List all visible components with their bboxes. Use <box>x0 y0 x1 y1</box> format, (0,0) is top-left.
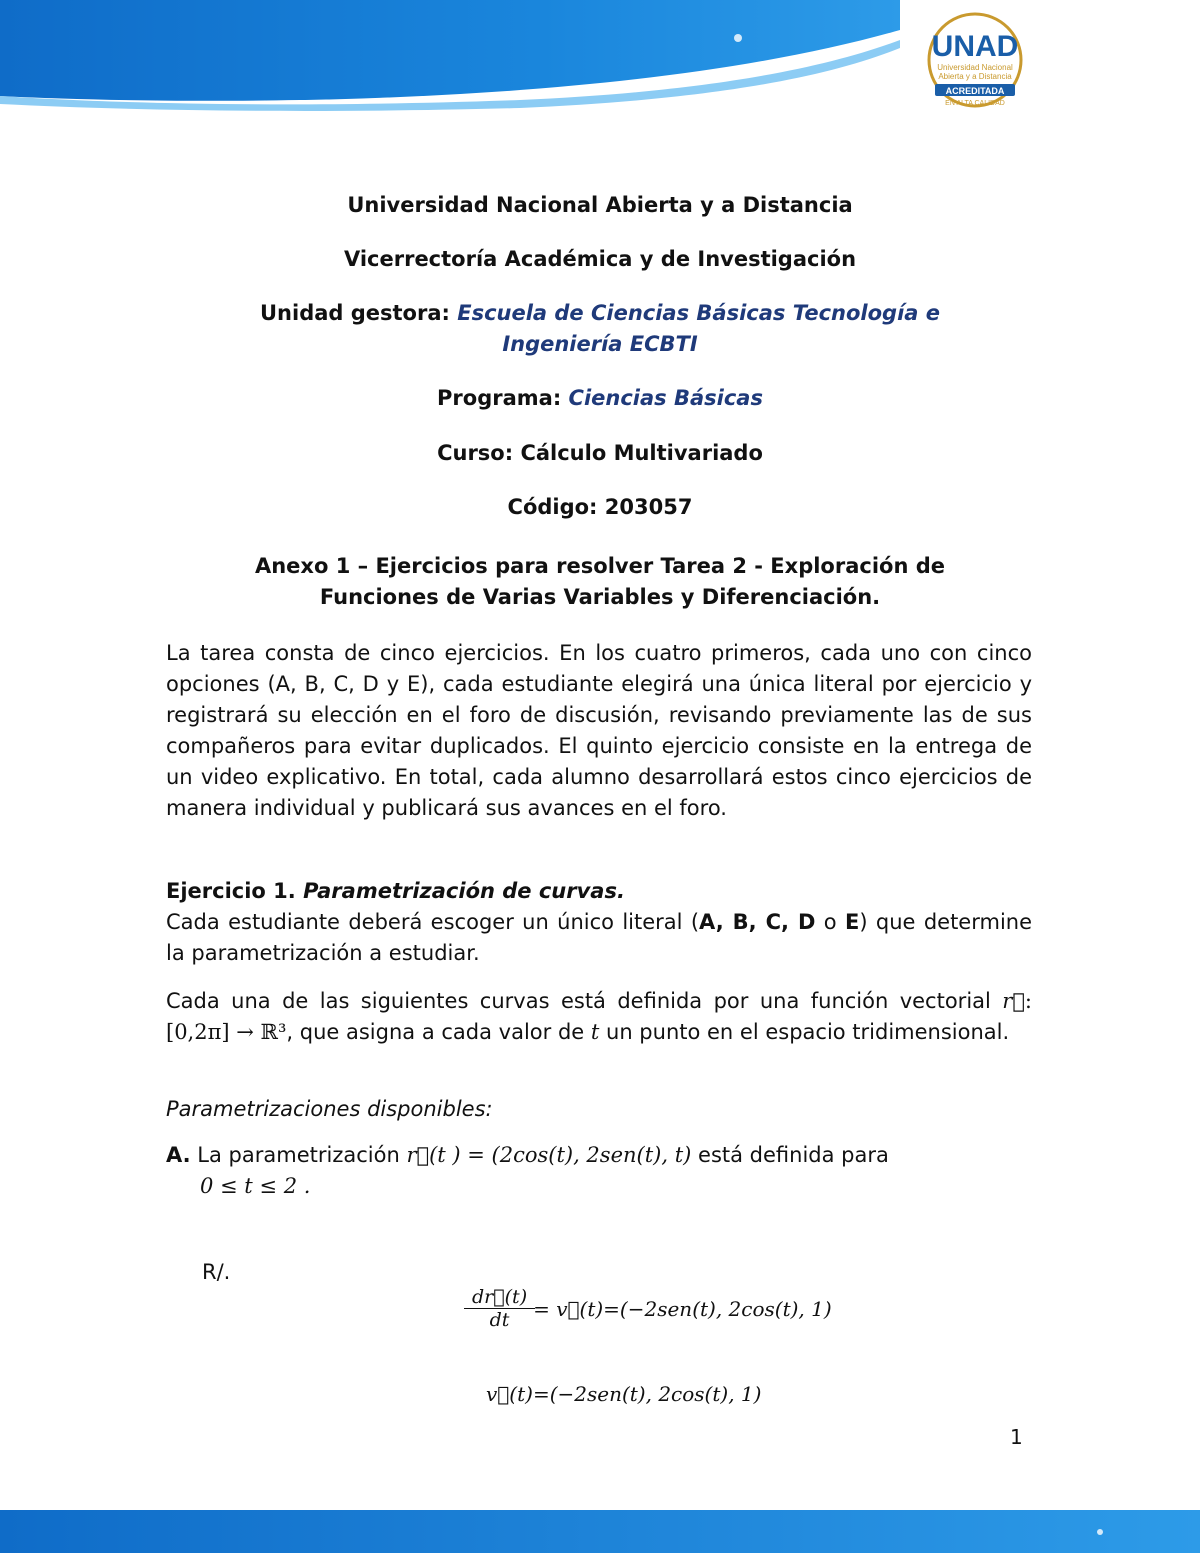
intro-paragraph: La tarea consta de cinco ejercicios. En los cuatro primeros, cada uno con cinco opciones (A, B, C, D y E), cada estudiante elegirá una única literal por ejercicio y registrará su elección en el foro de discusión, revisando previamente las de sus compañeros para evitar duplicados. El quinto ejercicio consiste en la entrega de un video explicativo. En total, cada alumno desarrollará estos cinco ejercicios de manera individual y publicará sus avances en el foro. <box>166 641 1032 820</box>
vicerrectoria-title: Vicerrectoría Académica y de Investigación <box>343 247 857 271</box>
university-title: Universidad Nacional Abierta y a Distancia <box>347 193 853 217</box>
ejercicio-1-block: Ejercicio 1. Parametrización de curvas. Cada estudiante deberá escoger un único literal (A, B, C, D o E) que determine la parametrización a estudiar. <box>166 879 1033 965</box>
programa: Programa: Ciencias Básicas <box>437 386 763 410</box>
unad-logo <box>905 10 1045 110</box>
curso: Curso: Cálculo Multivariado <box>437 441 763 465</box>
velocity-equation: v⃗(t)=(−2sen(t), 2cos(t), 1) <box>486 1382 762 1406</box>
derivative-equation: $\frac{dr⃗(t)}{dt}$ = v⃗(t)=(−2sen(t), 2cos(t), 1) <box>468 1286 832 1331</box>
option-a: A. La parametrización r⃗(t ) = (2cos(t), 2sen(t), t) está definida para 0 ≤ t ≤ 2 . <box>166 1143 889 1198</box>
respuesta-label: R/. <box>202 1260 231 1284</box>
svg-text:Abierta y a Distancia: Abierta y a Distancia <box>938 72 1012 81</box>
codigo: Código: 203057 <box>507 495 693 519</box>
curvas-paragraph: Cada una de las siguientes curvas está definida por una función vectorial r⃗: [0,2π] → ℝ³, que asigna a cada valor de t un punto en el espacio tridimensional. <box>166 989 1032 1044</box>
header-wave-band <box>0 0 900 112</box>
footer-band <box>0 1510 1200 1553</box>
svg-text:EN ALTA CALIDAD: EN ALTA CALIDAD <box>945 100 1005 107</box>
svg-text:Universidad Nacional: Universidad Nacional <box>937 63 1013 72</box>
svg-text:ACREDITADA: ACREDITADA <box>945 86 1005 96</box>
page-number: 1 <box>1010 1425 1023 1449</box>
anexo-title: Anexo 1 – Ejercicios para resolver Tarea 2 - Exploración de Funciones de Varias Variables y Diferenciación. <box>254 554 945 609</box>
parametrizaciones-label: Parametrizaciones disponibles: <box>166 1097 493 1121</box>
unidad-gestora: Unidad gestora: Escuela de Ciencias Básicas Tecnología e Ingeniería ECBTI <box>260 301 940 356</box>
svg-text:UNAD: UNAD <box>931 30 1019 63</box>
